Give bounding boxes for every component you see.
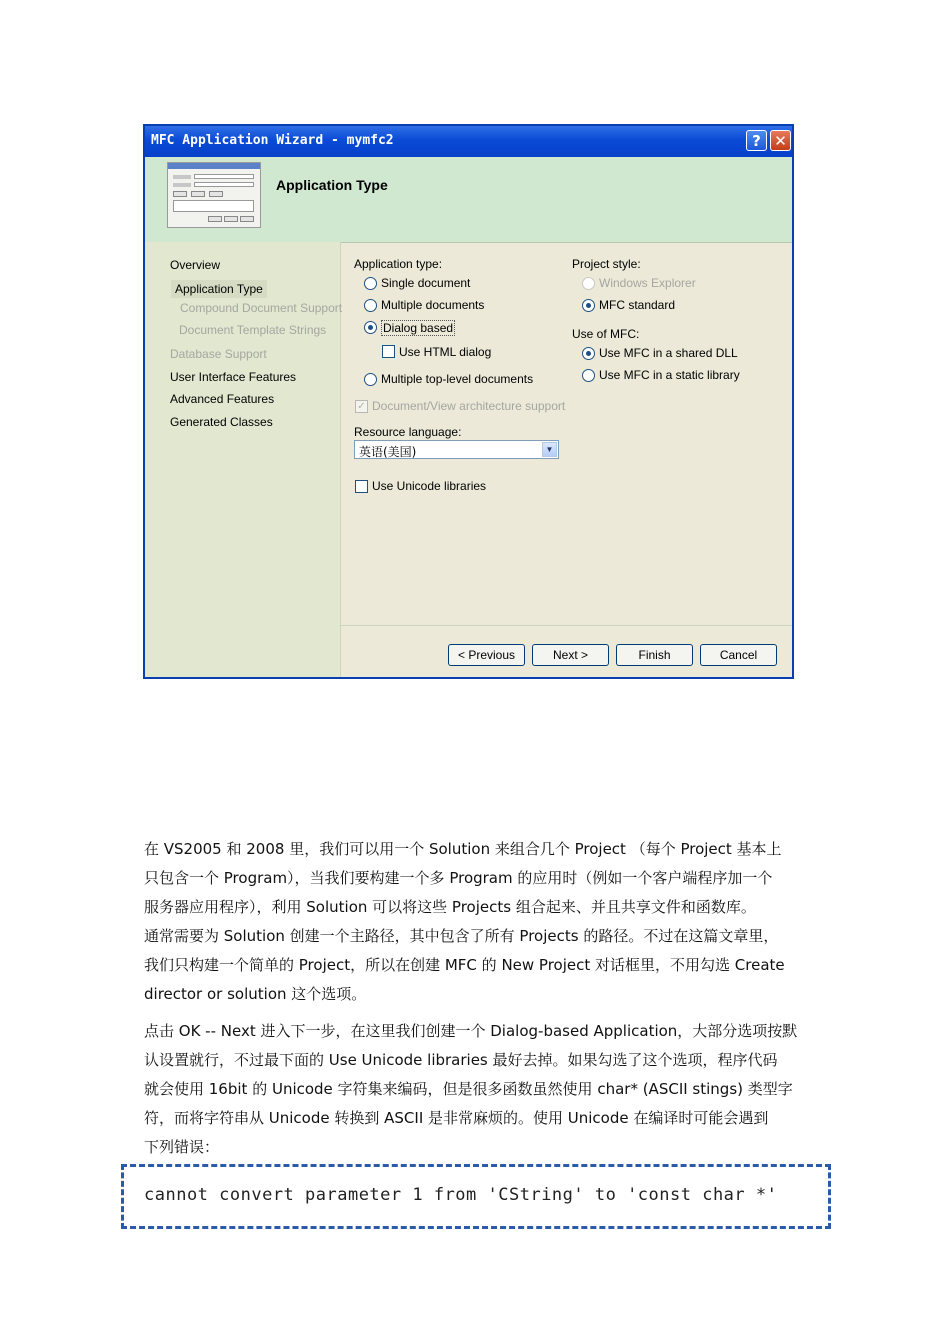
use-unicode-label[interactable]: Use Unicode libraries [372, 479, 487, 493]
application-type-label: Application type: [354, 257, 443, 271]
resource-language-value: 英语(美国) [359, 445, 417, 459]
multiple-documents-label[interactable]: Multiple documents [381, 298, 485, 312]
windows-explorer-label: Windows Explorer [599, 276, 696, 290]
resource-language-label: Resource language: [354, 425, 462, 439]
dialog-based-label[interactable]: Dialog based [383, 321, 454, 335]
radio-shared-dll[interactable] [582, 347, 595, 360]
use-of-mfc-label: Use of MFC: [572, 327, 640, 341]
wizard-content [341, 242, 792, 677]
error-message-code: cannot convert parameter 1 from 'CString' to 'const char *' [144, 1185, 778, 1205]
text-line: 服务器应用程序），利用 Solution 可以将这些 Projects 组合起来、并且共享文件和函数库。 [144, 898, 756, 916]
text-line: 就会使用 16bit 的 Unicode 字符集来编码，但是很多函数虽然使用 char* (ASCII stings) 类型字 [144, 1080, 793, 1098]
nav-application-type[interactable]: Application Type [171, 280, 267, 298]
wizard-banner [145, 157, 792, 243]
nav-compound-document-support: Compound Document Support [180, 301, 343, 315]
resource-language-select[interactable] [354, 440, 559, 459]
nav-advanced-features[interactable]: Advanced Features [170, 392, 275, 406]
use-html-dialog-label[interactable]: Use HTML dialog [399, 345, 492, 359]
nav-user-interface-features[interactable]: User Interface Features [170, 370, 297, 384]
radio-mfc-standard[interactable] [582, 299, 595, 312]
text-line: 符，而将字符串从 Unicode 转换到 ASCII 是非常麻烦的。使用 Unicode 在编译时可能会遇到 [144, 1109, 769, 1127]
text-line: 在 VS2005 和 2008 里，我们可以用一个 Solution 来组合几个 Project （每个 Project 基本上 [144, 840, 782, 858]
nav-overview[interactable]: Overview [170, 258, 221, 272]
cancel-button[interactable]: Cancel [700, 644, 777, 666]
single-document-label[interactable]: Single document [381, 276, 471, 290]
next-button[interactable]: Next > [532, 644, 609, 666]
multiple-top-level-label[interactable]: Multiple top-level documents [381, 372, 534, 386]
paragraph-unicode [144, 1017, 806, 1162]
close-button[interactable]: ✕ [770, 130, 791, 151]
wizard-nav [145, 242, 341, 677]
button-separator [341, 625, 792, 626]
text-line: director or solution 这个选项。 [144, 985, 367, 1003]
text-line: 认设置就行，不过最下面的 Use Unicode libraries 最好去掉。如果勾选了这个选项，程序代码 [144, 1051, 778, 1069]
mfc-standard-label[interactable]: MFC standard [599, 298, 676, 312]
text-line: 下列错误： [144, 1138, 220, 1156]
help-button[interactable]: ? [746, 130, 767, 151]
nav-document-template-strings: Document Template Strings [179, 323, 327, 337]
radio-static-library[interactable] [582, 369, 595, 382]
window-title: MFC Application Wizard - mymfc2 [151, 133, 394, 148]
text-line: 我们只构建一个简单的 Project，所以在创建 MFC 的 New Project 对话框里，不用勾选 Create [144, 956, 785, 974]
shared-dll-label[interactable]: Use MFC in a shared DLL [599, 346, 738, 360]
dialog-preview-image [167, 162, 261, 228]
radio-multiple-documents[interactable] [364, 299, 377, 312]
finish-button[interactable]: Finish [616, 644, 693, 666]
page-header: Application Type [276, 177, 388, 193]
radio-multiple-top-level[interactable] [364, 373, 377, 386]
chevron-down-icon[interactable]: ▼ [542, 442, 557, 457]
text-line: 只包含一个 Program），当我们要构建一个多 Program 的应用时（例如一个客户端程序加一个 [144, 869, 773, 887]
text-line: 点击 OK -- Next 进入下一步，在这里我们创建一个 Dialog-based Application，大部分选项按默 [144, 1022, 798, 1040]
paragraph-solution [144, 835, 806, 1009]
doc-view-label: Document/View architecture support [372, 399, 566, 413]
radio-dialog-based[interactable] [364, 321, 377, 334]
use-html-dialog-checkbox[interactable] [382, 345, 395, 358]
previous-button[interactable]: < Previous [448, 644, 525, 666]
project-style-label: Project style: [572, 257, 641, 271]
doc-view-checkbox: ✓ [355, 400, 368, 413]
use-unicode-checkbox[interactable] [355, 480, 368, 493]
code-block [121, 1164, 831, 1229]
static-library-label[interactable]: Use MFC in a static library [599, 368, 740, 382]
radio-windows-explorer [582, 277, 595, 290]
nav-generated-classes[interactable]: Generated Classes [170, 415, 273, 429]
radio-single-document[interactable] [364, 277, 377, 290]
text-line: 通常需要为 Solution 创建一个主路径，其中包含了所有 Projects 的路径。不过在这篇文章里， [144, 927, 779, 945]
title-bar[interactable] [145, 126, 792, 157]
nav-database-support: Database Support [170, 347, 267, 361]
wizard-window [143, 124, 794, 679]
